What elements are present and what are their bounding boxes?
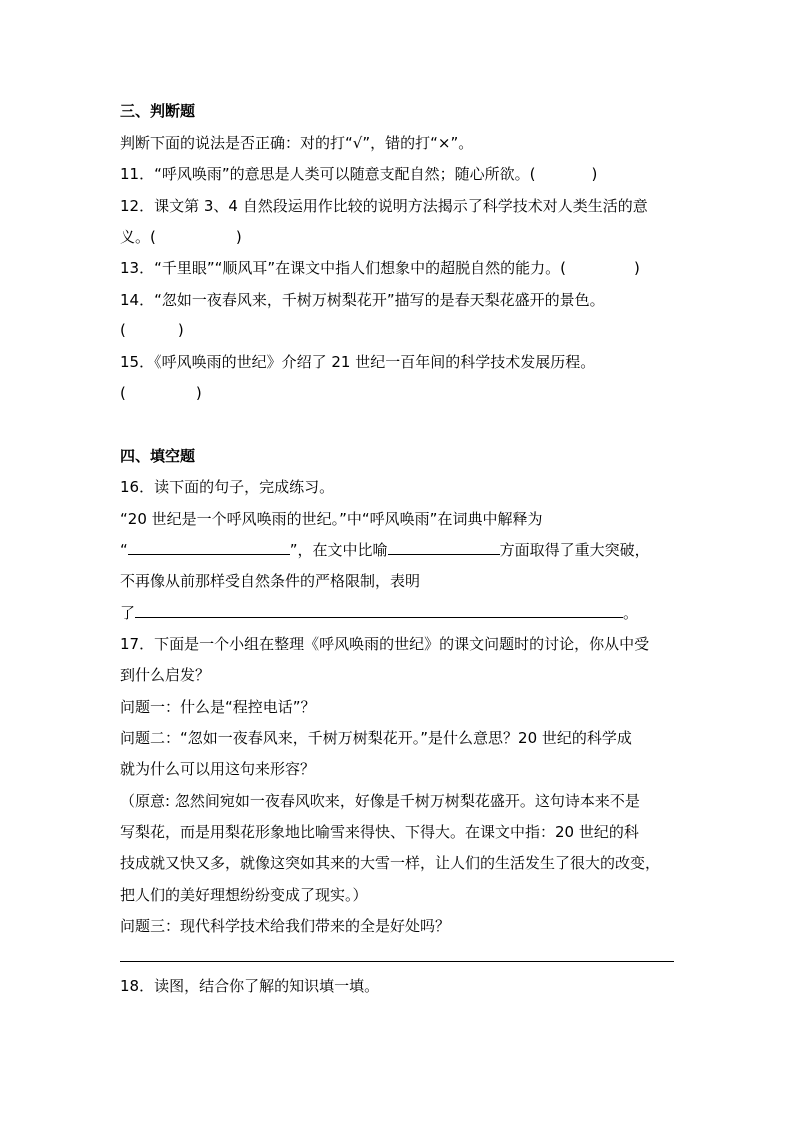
- section3-title: 三、判断题: [120, 102, 196, 120]
- question-17-line9: 把人们的美好理想纷纷变成了现实。）: [120, 886, 368, 904]
- question-16-tail: 方面取得了重大突破，: [499, 541, 650, 559]
- question-11-text: 11．“呼风唤雨”的意思是人类可以随意支配自然；随心所欲。(: [120, 165, 536, 183]
- open-quote: “: [120, 541, 128, 559]
- question-16-le: 了: [120, 604, 136, 622]
- close-paren-13: ): [634, 259, 640, 277]
- question-12-line2: [120, 227, 242, 247]
- question-13: [120, 258, 640, 278]
- question-17-line8: 技成就又快又多，就像这突如其来的大雪一样，让人们的生活发生了很大的改变，: [120, 854, 661, 872]
- answer-line-17[interactable]: [120, 961, 674, 962]
- question-17-line4: 问题二：“忽如一夜春风来，千树万树梨花开。”是什么意思？20 世纪的科学成: [120, 729, 632, 747]
- blank-meaning[interactable]: [128, 540, 290, 555]
- question-16-line3: [120, 540, 650, 560]
- question-17-line1: 17．下面是一个小组在整理《呼风唤雨的世纪》的课文问题时的讨论，你从中受: [120, 635, 650, 653]
- question-17-line5: 就为什么可以用这句来形容？: [120, 760, 316, 778]
- question-14-line1: 14．“忽如一夜春风来，千树万树梨花开”描写的是春天梨花盛开的景色。: [120, 291, 605, 309]
- question-17-line3: 问题一：什么是“程控电话”？: [120, 698, 316, 716]
- section3-instruction: 判断下面的说法是否正确：对的打“√”，错的打“×”。: [120, 134, 474, 152]
- question-16-line5: [120, 603, 638, 623]
- question-11: [120, 164, 597, 184]
- open-paren-15: (: [120, 384, 126, 402]
- question-13-text: 13．“千里眼”“顺风耳”在课文中指人们想象中的超脱自然的能力。(: [120, 259, 567, 277]
- question-12-text: 义。(: [120, 228, 156, 246]
- question-17-line10: 问题三：现代科学技术给我们带来的全是好处吗？: [120, 917, 451, 935]
- question-17-line7: 写梨花，而是用梨花形象地比喻雪来得快、下得大。在课文中指：20 世纪的科: [120, 823, 639, 841]
- question-18: 18．读图，结合你了解的知识填一填。: [120, 977, 380, 995]
- close-paren-14: ): [177, 321, 184, 339]
- question-15-line2: [120, 383, 202, 403]
- question-16-period: 。: [623, 604, 639, 622]
- blank-conclusion[interactable]: [135, 603, 623, 618]
- blank-field[interactable]: [388, 540, 500, 555]
- close-paren-15: ): [195, 384, 202, 402]
- question-14-line2: [120, 320, 184, 340]
- question-17-line2: 到什么启发？: [120, 666, 211, 684]
- question-16-line4: 不再像从前那样受自然条件的严格限制，表明: [120, 572, 421, 590]
- question-17-line6: （原意: 忽然间宛如一夜春风吹来，好像是千树万树梨花盛开。这句诗本来不是: [120, 792, 640, 810]
- close-paren-11: ): [591, 165, 598, 183]
- question-16-line2: “20 世纪是一个呼风唤雨的世纪。”中“呼风唤雨”在词典中解释为: [120, 510, 543, 528]
- section4-title: 四、填空题: [120, 447, 196, 465]
- question-12-line1: 12．课文第 3、4 自然段运用作比较的说明方法揭示了科学技术对人类生活的意: [120, 197, 648, 215]
- close-paren-12: ): [235, 228, 242, 246]
- question-16-line1: 16．读下面的句子，完成练习。: [120, 478, 335, 496]
- question-15-line1: 15．《呼风唤雨的世纪》介绍了 21 世纪一百年间的科学技术发展历程。: [120, 353, 596, 371]
- open-paren-14: (: [120, 321, 126, 339]
- question-16-mid: ”，在文中比喻: [289, 541, 388, 559]
